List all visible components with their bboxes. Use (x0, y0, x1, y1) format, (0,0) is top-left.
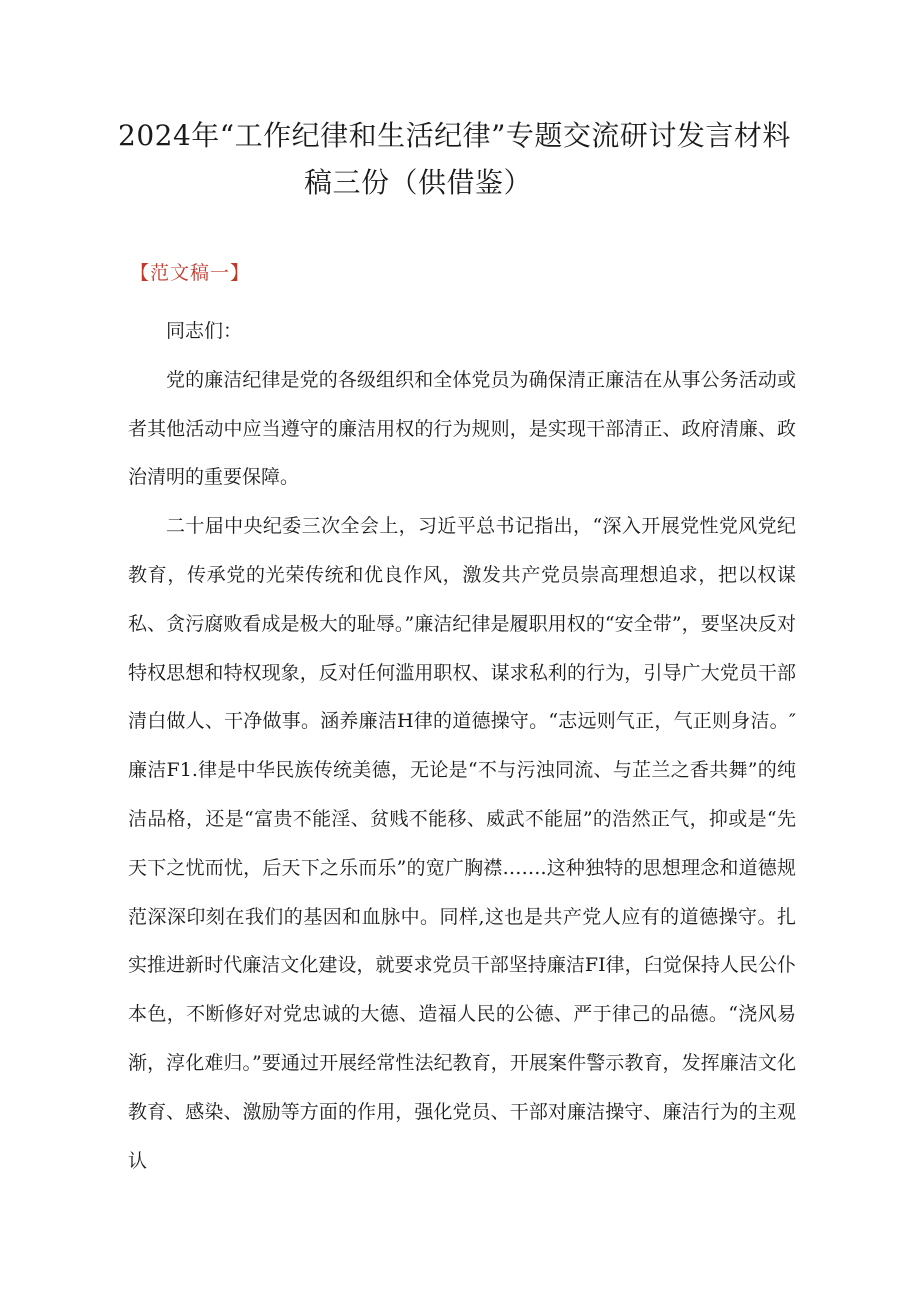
body-paragraph: 党的廉洁纪律是党的各级组织和全体党员为确保清正廉洁在从事公务活动或者其他活动中应当遵守的廉洁用权的行为规则，是实现干部清正、政府清廉、政治清明的重要保障。 (128, 368, 796, 489)
document-title (118, 112, 808, 206)
title-line-2: 稿三份（供借鉴） (303, 166, 532, 199)
salutation-paragraph: 同志们： (166, 320, 243, 342)
document-body (128, 307, 796, 1185)
body-paragraph: 二十届中央纪委三次全会上，习近平总书记指出，“深入开展党性党风党纪教育，传承党的光荣传统和优良作风，激发共产党员崇高理想追求，把以权谋私、贪污腐败看成是极大的耻辱。”廉洁纪律是履职用权的“安全带”，要坚决反对特权思想和特权现象，反对任何滥用职权、谋求私利的行为，引导广大党员干部清白做人、干净做事。涵养廉洁H律的道德操守。“志远则气正，气正则身洁。″廉洁F1.律是中华民族传统美德，无论是“不与污浊同流、与芷兰之香共舞”的纯洁品格，还是“富贵不能淫、贫贱不能移、威武不能屈”的浩然正气，抑或是“先天下之忧而忧，后天下之乐而乐”的宽广胸襟…….这种独特的思想理念和道德规范深深印刻在我们的基因和血脉中。同样,这也是共产党人应有的道德操守。扎实推进新时代廉洁文化建设，就要求党员干部坚持廉洁FI律，臼觉保持人民公仆本色，不断修好对党忠诚的大德、造福人民的公德、严于律己的品德。“浇风易渐，淳化难归。”要通过开展经常性法纪教育，开展案件警示教育，发挥廉洁文化教育、感染、激励等方面的作用，强化党员、干部对廉洁操守、廉洁行为的主观认 (128, 515, 796, 1172)
section-label: 【范文稿一】 (130, 262, 251, 284)
title-line-1: 2024年“工作纪律和生活纪律”专题交流研讨发言材料 (118, 119, 791, 152)
